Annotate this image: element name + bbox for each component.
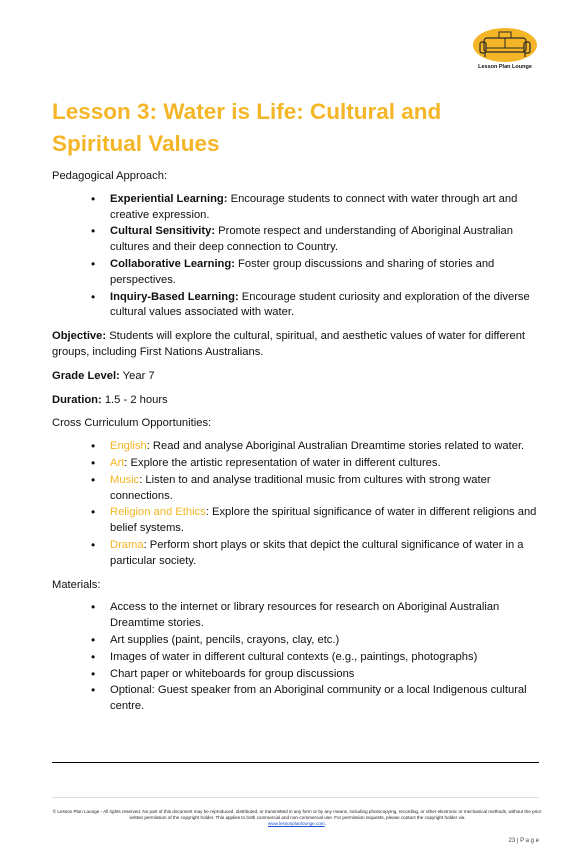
list-item	[52, 456, 538, 472]
logo	[472, 27, 538, 70]
sofa-logo-icon	[472, 27, 538, 63]
list-item-text: Optional: Guest speaker from an Aboriginal community or a local Indigenous cultural centre.	[110, 684, 527, 713]
duration	[52, 393, 542, 409]
list-item-term: English	[110, 440, 147, 453]
page-number-value: 23	[508, 838, 516, 844]
list-item-text: : Explore the artistic representation of water in different cultures.	[124, 456, 441, 469]
duration-text: 1.5 - 2 hours	[101, 393, 168, 406]
lesson-content	[52, 169, 542, 716]
duration-label: Duration:	[52, 393, 102, 406]
list-item	[52, 473, 538, 505]
website-link[interactable]: www.lessonplanlounge.com	[268, 821, 325, 826]
list-item-text: Foster group discussions and sharing of stories and perspectives.	[110, 257, 495, 286]
list-item-term: Music	[110, 473, 140, 486]
list-item-text: Images of water in different cultural contexts (e.g., paintings, photographs)	[110, 650, 478, 663]
copyright-footer	[52, 809, 542, 827]
list-item-term: Experiential Learning:	[110, 192, 228, 205]
list-item-term: Collaborative Learning:	[110, 257, 235, 270]
list-item	[52, 683, 538, 715]
cross-curriculum-list	[52, 439, 542, 569]
list-item-term: Art	[110, 456, 125, 469]
list-item	[52, 290, 538, 322]
list-item	[52, 600, 538, 632]
grade-text: Year 7	[119, 369, 155, 382]
pedagogical-list	[52, 192, 542, 321]
footer-divider	[52, 797, 539, 798]
list-item-text: Encourage students to connect with water through art and creative expression.	[110, 192, 518, 221]
grade-label: Grade Level:	[52, 369, 120, 382]
list-item	[52, 633, 538, 649]
pedagogical-heading: Pedagogical Approach:	[52, 170, 168, 182]
grade-level	[52, 369, 542, 385]
list-item-text: : Perform short plays or skits that depict the cultural significance of water in a particular society.	[110, 538, 524, 567]
objective	[52, 329, 542, 361]
list-item-text: : Listen to and analyse traditional music from cultures with strong water connections.	[110, 473, 491, 502]
list-item	[52, 439, 538, 455]
list-item-text: Chart paper or whiteboards for group discussions	[110, 667, 355, 680]
lesson-title: Lesson 3: Water is Life: Cultural and Spiritual Values	[52, 99, 442, 156]
footer-link-suffix: .	[324, 821, 326, 826]
materials-list	[52, 600, 542, 715]
content-divider	[52, 762, 539, 763]
page-separator: |	[515, 838, 521, 844]
logo-text: Lesson Plan Lounge	[478, 64, 532, 70]
materials-heading: Materials:	[52, 578, 101, 591]
list-item	[52, 650, 538, 666]
cross-curriculum-heading: Cross Curriculum Opportunities:	[52, 417, 212, 430]
list-item-term: Religion and Ethics	[110, 506, 206, 519]
copyright-text: © Lesson Plan Lounge - All rights reserved. No part of this document may be reproduced, distributed, or transmitted in any form or by any means, including photocopying, recording, or other electronic or mechanical methods, without the prior written permission of the copyright holder. This applies to both commercial and non-commercial use. For permission requests, please contact the copyright holder via	[52, 809, 542, 820]
list-item-term: Cultural Sensitivity:	[110, 225, 216, 238]
list-item	[52, 224, 538, 256]
list-item-text: : Explore the spiritual significance of water in different religions and belief systems.	[110, 506, 537, 535]
list-item	[52, 505, 538, 537]
list-item-text: Art supplies (paint, pencils, crayons, clay, etc.)	[110, 633, 340, 646]
list-item-term: Inquiry-Based Learning:	[110, 290, 239, 303]
list-item	[52, 192, 538, 224]
list-item-text: Access to the internet or library resources for research on Aboriginal Australian Dreamtime stories.	[110, 601, 500, 630]
list-item	[52, 538, 538, 570]
objective-label: Objective:	[52, 330, 107, 343]
list-item-text: : Read and analyse Aboriginal Australian Dreamtime stories related to water.	[146, 440, 525, 453]
list-item-term: Drama	[110, 538, 144, 551]
list-item	[52, 667, 538, 683]
page-number	[509, 838, 540, 844]
list-item-text: Promote respect and understanding of Aboriginal Australian cultures and their deep connection to Country.	[110, 225, 513, 254]
objective-text: Students will explore the cultural, spiritual, and aesthetic values of water for different groups, including First Nations Australians.	[52, 330, 526, 358]
page-label: P a g e	[520, 838, 539, 844]
list-item	[52, 257, 538, 289]
list-item-text: Encourage student curiosity and exploration of the diverse cultural values associated with water.	[110, 290, 530, 319]
